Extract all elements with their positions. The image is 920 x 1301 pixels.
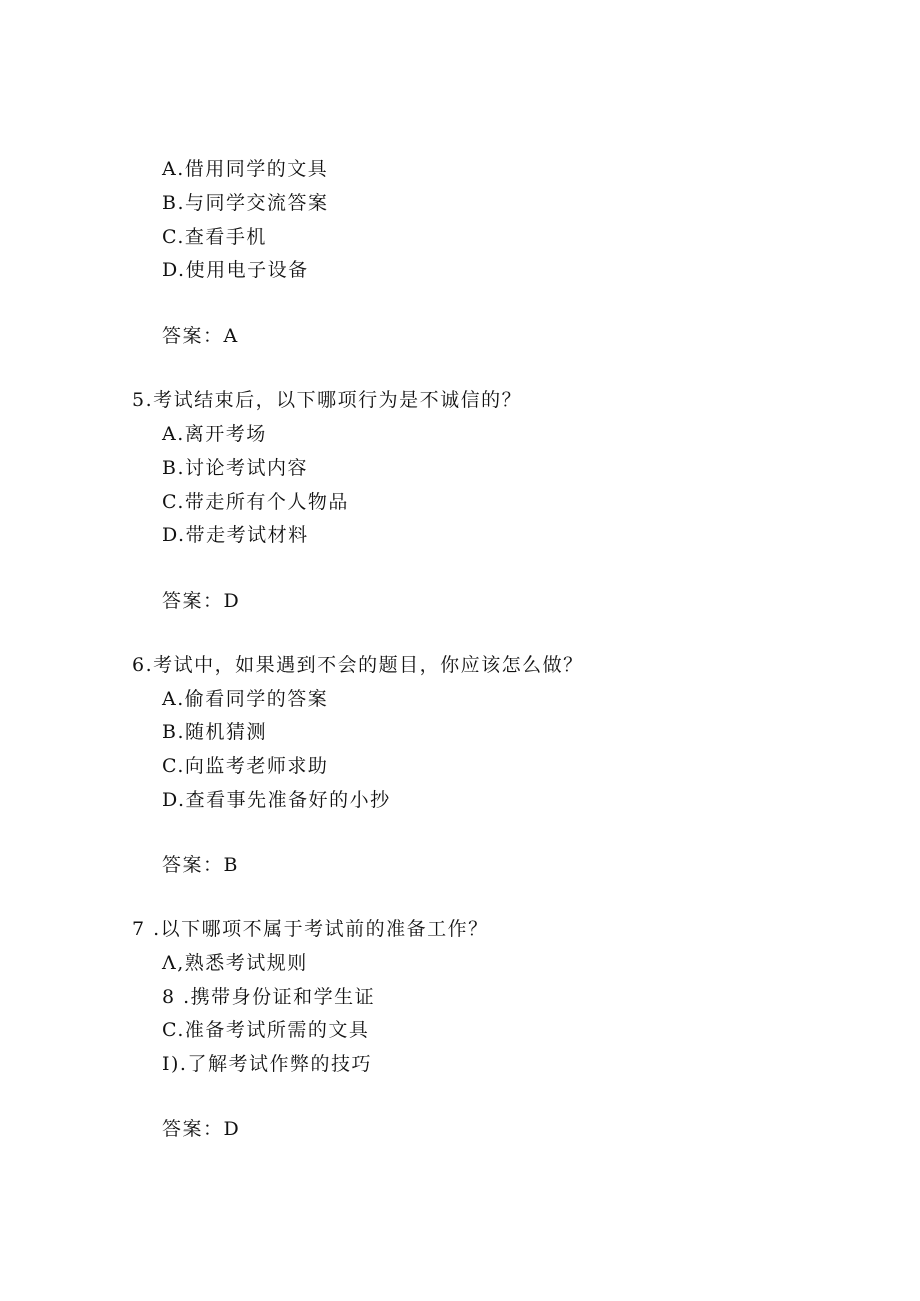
- q7-option-b: 8 .携带身份证和学生证: [162, 986, 376, 1008]
- q6-option-a: A.偷看同学的答案: [162, 688, 329, 710]
- q7-answer: 答案：D: [162, 1118, 241, 1140]
- q5-option-b: B.讨论考试内容: [162, 457, 309, 479]
- q4-option-d: D.使用电子设备: [162, 259, 309, 281]
- q6-option-d: D.查看事先准备好的小抄: [162, 789, 391, 811]
- q7-option-c: C.准备考试所需的文具: [162, 1019, 370, 1041]
- q6-answer: 答案：B: [162, 854, 239, 876]
- q6-option-b: B.随机猜测: [162, 721, 268, 743]
- q5-option-a: A.离开考场: [162, 423, 267, 445]
- q5-question: 5.考试结束后，以下哪项行为是不诚信的？: [132, 389, 523, 411]
- q7-option-d: I).了解考试作弊的技巧: [162, 1053, 372, 1075]
- q6-option-c: C.向监考老师求助: [162, 755, 329, 777]
- q4-option-a: A.借用同学的文具: [162, 158, 329, 180]
- q7-question: 7 .以下哪项不属于考试前的准备工作？: [132, 918, 489, 940]
- q6-question: 6.考试中，如果遇到不会的题目，你应该怎么做？: [132, 654, 584, 676]
- q5-option-d: D.带走考试材料: [162, 524, 309, 546]
- q5-option-c: C.带走所有个人物品: [162, 491, 349, 513]
- q5-answer: 答案：D: [162, 590, 241, 612]
- q4-option-c: C.查看手机: [162, 226, 267, 248]
- q4-answer: 答案：A: [162, 325, 239, 347]
- q7-option-a: Λ,熟悉考试规则: [162, 952, 308, 974]
- q4-option-b: B.与同学交流答案: [162, 192, 329, 214]
